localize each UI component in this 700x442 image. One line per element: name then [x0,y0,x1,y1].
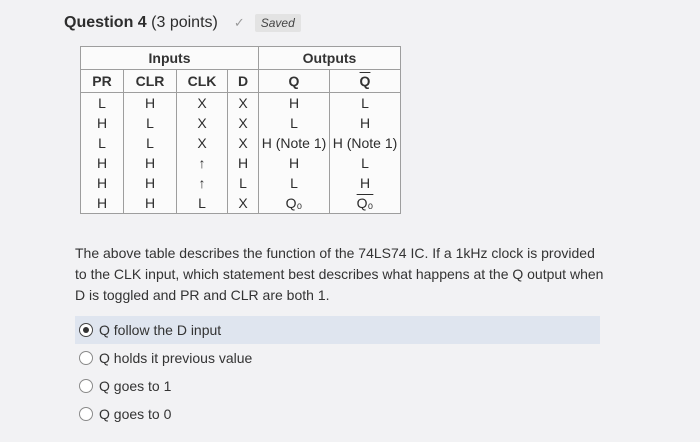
table-cell: H [124,93,177,114]
table-cell: L [124,113,177,133]
column-header-q-bar: $\overline{Q}$ [330,70,401,93]
table-cell: X [228,113,259,133]
table-cell: ↑ [177,173,228,193]
answer-option[interactable] [75,316,600,344]
table-cell: Q₀ [330,193,401,214]
table-cell: L [124,133,177,153]
checkmark-icon: ✓ [233,15,245,30]
answer-label: Q follow the D input [99,322,222,338]
saved-badge: Saved [255,14,301,32]
truth-table-body [81,93,401,214]
table-cell: L [259,173,330,193]
column-header-pr: PR [81,70,124,93]
answer-option[interactable] [75,344,600,372]
radio-selected-dot-icon [83,327,89,333]
table-cell: H [124,153,177,173]
table-cell: H [259,153,330,173]
table-cell: X [228,193,259,214]
table-cell: H [124,193,177,214]
table-cell: L [81,133,124,153]
table-cell: H [228,153,259,173]
table-cell: H [81,113,124,133]
table-cell: L [177,193,228,214]
table-row [81,193,401,214]
answer-option[interactable] [75,372,600,400]
table-cell: H (Note 1) [259,133,330,153]
table-cell: H [330,173,401,193]
table-cell: L [330,93,401,114]
question-description: The above table describes the function of the 74LS74 IC. If a 1kHz clock is provided to the CLK input, which statement best describes what happens at the Q output when D is toggled and PR and CLR are both 1. [75,245,604,303]
radio-button[interactable] [79,351,93,365]
table-cell: X [177,93,228,114]
table-cell: X [177,113,228,133]
table-cell: H [124,173,177,193]
column-header-q: Q [259,70,330,93]
answer-option[interactable] [75,400,600,428]
table-row [81,113,401,133]
truth-table [80,46,401,214]
answer-label: Q goes to 0 [99,406,172,422]
column-header-clk: CLK [177,70,228,93]
table-cell: H [259,93,330,114]
answer-options [75,316,600,428]
table-cell: X [228,133,259,153]
inputs-group-header: Inputs [81,47,259,70]
table-cell: L [81,93,124,114]
table-cell: H [330,113,401,133]
question-header [64,14,301,32]
outputs-group-header: Outputs [259,47,401,70]
question-number: Question 4 [64,14,147,31]
table-row [81,173,401,193]
answer-label: Q holds it previous value [99,350,253,366]
answer-label: Q goes to 1 [99,378,172,394]
radio-button[interactable] [79,407,93,421]
table-cell: H [81,173,124,193]
table-row [81,153,401,173]
table-cell: H [81,193,124,214]
table-row [81,133,401,153]
table-cell: H (Note 1) [330,133,401,153]
table-cell: ↑ [177,153,228,173]
table-cell: X [228,93,259,114]
table-row [81,93,401,114]
table-cell: L [259,113,330,133]
question-points: (3 points) [151,14,218,31]
radio-button[interactable] [79,323,93,337]
column-header-clr: CLR [124,70,177,93]
table-cell: X [177,133,228,153]
table-cell: L [228,173,259,193]
column-header-d: D [228,70,259,93]
question-title [64,14,218,32]
table-cell: Q₀ [259,193,330,214]
table-cell: H [81,153,124,173]
table-cell: L [330,153,401,173]
radio-button[interactable] [79,379,93,393]
